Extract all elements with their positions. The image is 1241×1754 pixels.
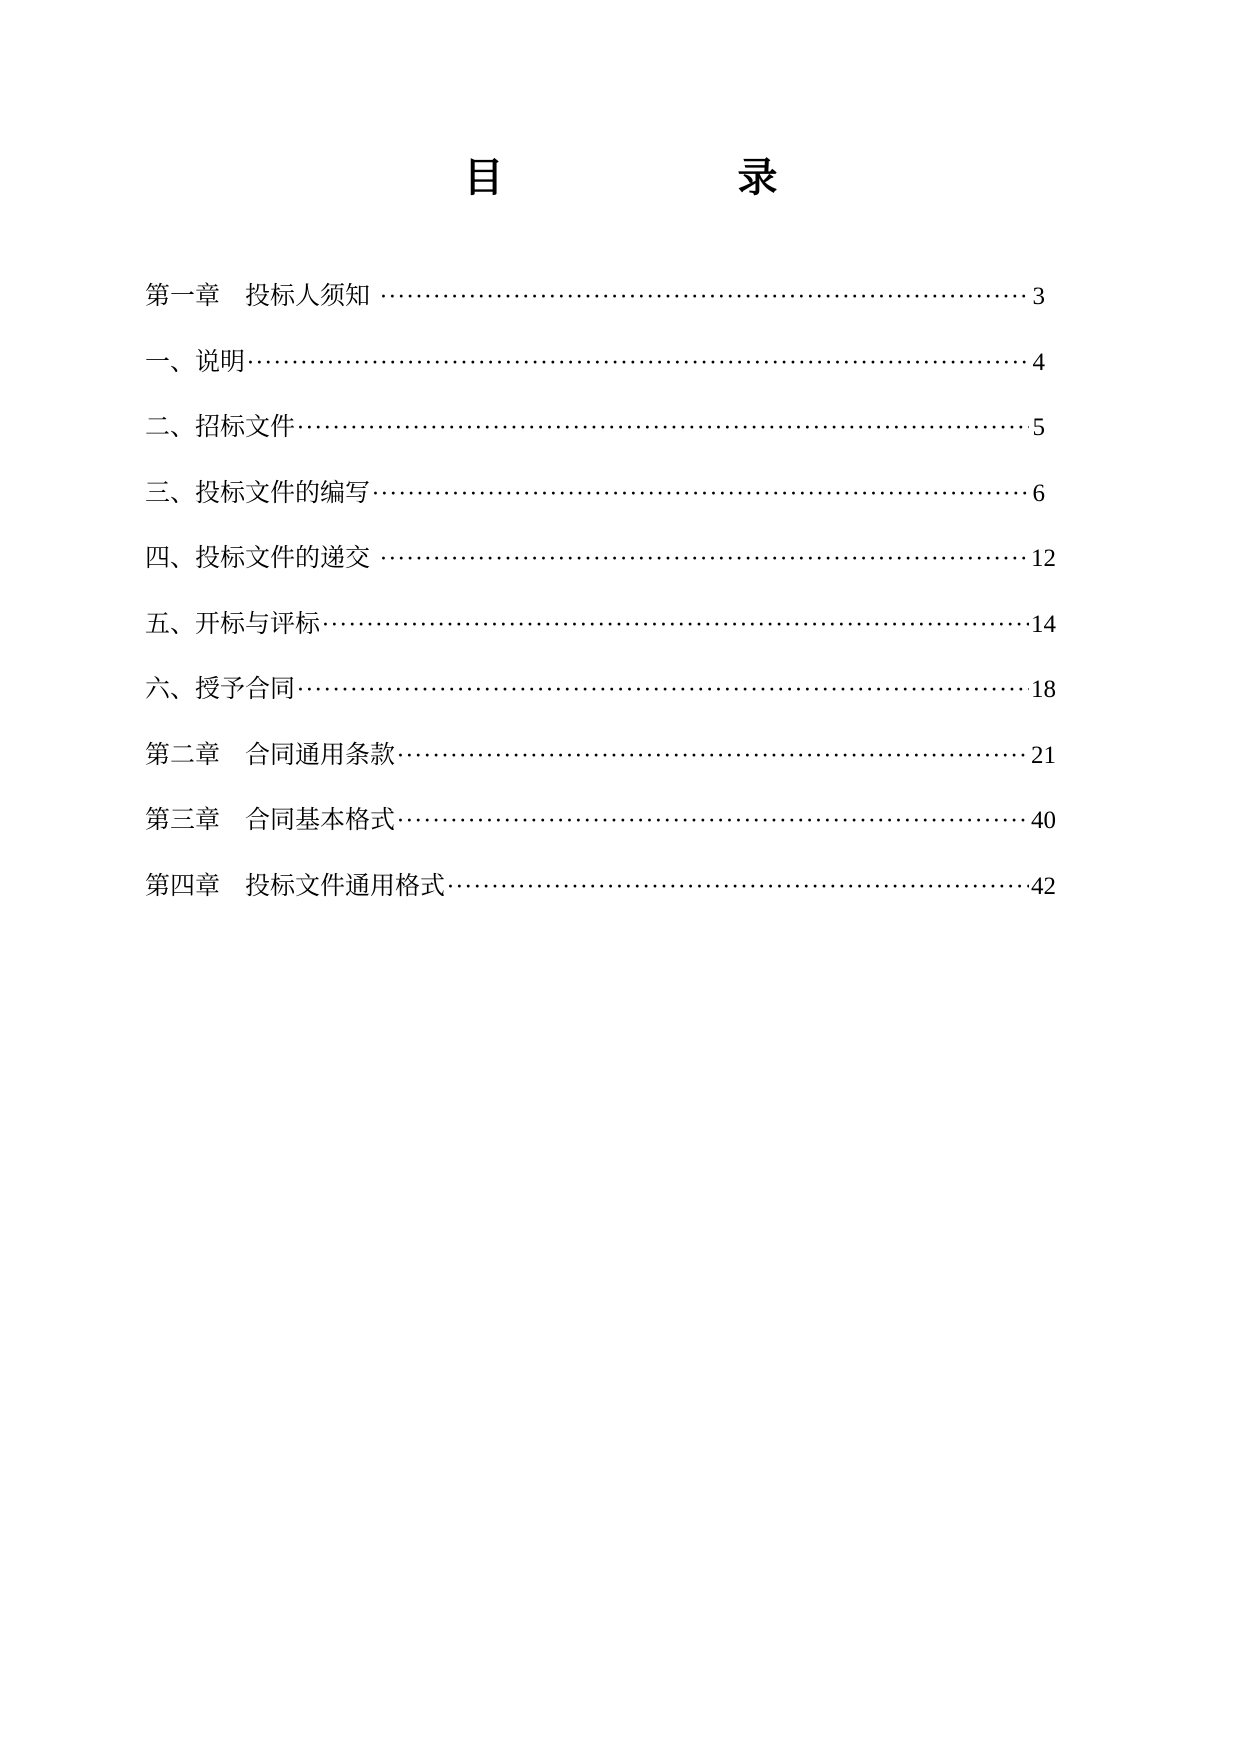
toc-entry-label: 一、说明 (145, 346, 246, 376)
toc-dot-leader (297, 413, 1029, 445)
toc-entry[interactable] (145, 739, 1056, 805)
toc-entry-label: 第二章 合同通用条款 (145, 739, 396, 769)
table-of-contents (145, 280, 1056, 935)
toc-page-number: 40 (1031, 807, 1056, 834)
toc-page-number: 4 (1032, 348, 1045, 376)
toc-entry[interactable] (145, 542, 1056, 608)
toc-page-number: 6 (1032, 479, 1045, 507)
toc-dot-leader (372, 479, 1029, 511)
toc-page-number: 3 (1032, 283, 1045, 310)
toc-entry-label: 五、开标与评标 (145, 608, 321, 638)
toc-page-number: 5 (1032, 414, 1045, 441)
toc-entry-label: 第四章 投标文件通用格式 (145, 870, 446, 900)
toc-entry[interactable] (145, 346, 1045, 412)
toc-entry-label: 第三章 合同基本格式 (145, 805, 396, 834)
toc-entry-label: 六、授予合同 (145, 674, 296, 703)
toc-dot-leader (447, 872, 1029, 904)
toc-title: 目 录 (463, 155, 888, 201)
toc-entry[interactable] (145, 804, 1056, 870)
toc-dot-leader (397, 741, 1029, 773)
toc-dot-leader (322, 610, 1029, 642)
toc-page-number: 14 (1031, 610, 1056, 638)
toc-dot-leader (380, 544, 1029, 576)
toc-dot-leader (397, 806, 1029, 838)
toc-entry[interactable] (145, 411, 1045, 477)
toc-dot-leader (380, 282, 1029, 314)
toc-dot-leader (247, 348, 1029, 380)
toc-entry-label: 二、招标文件 (145, 412, 296, 441)
toc-entry[interactable] (145, 477, 1045, 543)
toc-entry[interactable] (145, 870, 1056, 936)
toc-page-number: 12 (1031, 545, 1056, 572)
toc-entry[interactable] (145, 608, 1056, 674)
toc-entry-label: 三、投标文件的编写 (145, 477, 371, 507)
toc-page-number: 42 (1031, 872, 1056, 900)
toc-dot-leader (297, 675, 1029, 707)
toc-entry-label: 四、投标文件的递交 (145, 543, 378, 572)
toc-entry[interactable] (145, 673, 1056, 739)
toc-entry[interactable] (145, 280, 1045, 346)
toc-page-number: 18 (1031, 676, 1056, 703)
toc-entry-label: 第一章 投标人须知 (145, 281, 378, 310)
toc-page-number: 21 (1031, 741, 1056, 769)
